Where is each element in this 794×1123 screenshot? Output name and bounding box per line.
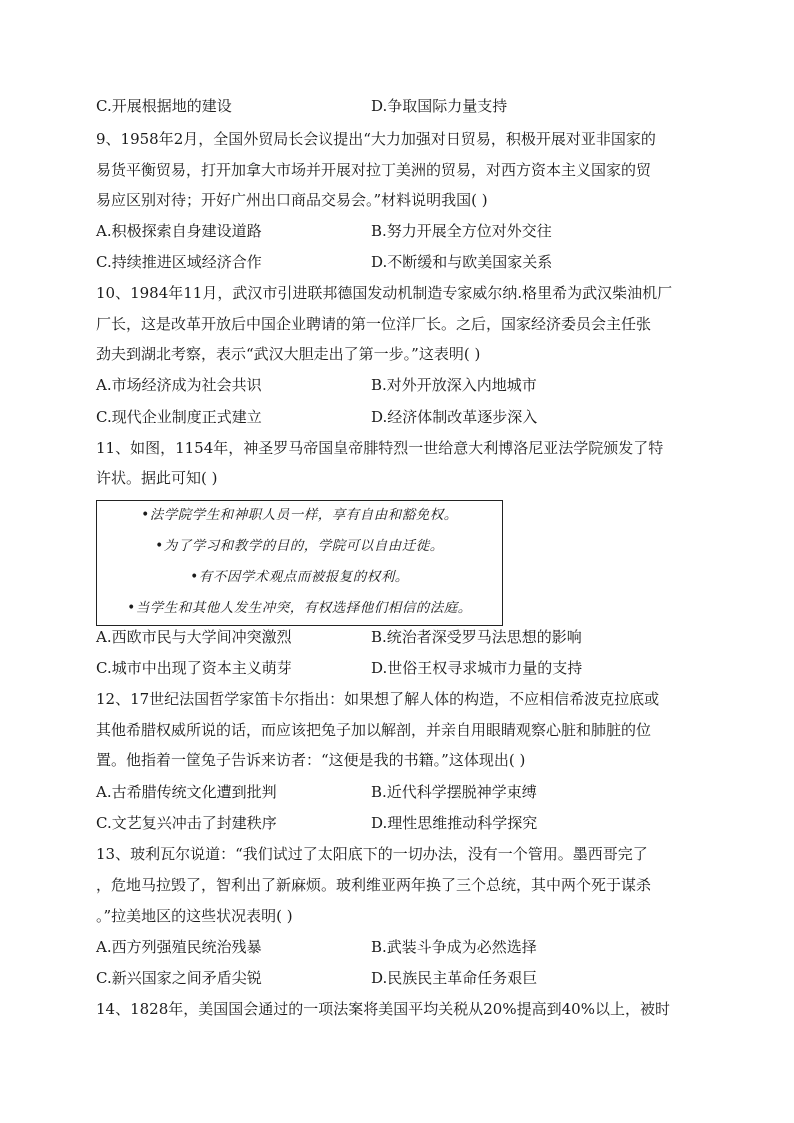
q13-stem-line-1: 13、玻利瓦尔说道：“我们试过了太阳底下的一切办法，没有一个管用。墨西哥完了 [96, 845, 648, 863]
q13-option-c: C.新兴国家之间矛盾尖锐 [96, 969, 262, 987]
q13-stem-line-3: 。”拉美地区的这些状况表明( ) [96, 907, 293, 925]
q9-option-b: B.努力开展全方位对外交往 [371, 222, 552, 240]
q12-option-c: C.文艺复兴冲击了封建秩序 [96, 814, 277, 832]
q9-stem-line-2: 易货平衡贸易，打开加拿大市场并开展对拉丁美洲的贸易，对西方资本主义国家的贸 [96, 161, 652, 179]
q8-option-d: D.争取国际力量支持 [371, 97, 508, 115]
q9-stem-line-1: 9、1958年2月，全国外贸局长会议提出“大力加强对日贸易，积极开展对亚非国家的 [96, 130, 656, 148]
q12-stem-line-2: 其他希腊权威所说的话，而应该把兔子加以解剖，并亲自用眼睛观察心脏和肺脏的位 [96, 721, 652, 739]
q9-option-a: A.积极探索自身建设道路 [96, 222, 262, 240]
q11-option-c: C.城市中出现了资本主义萌芽 [96, 659, 292, 677]
charter-item-3: •有不因学术观点而被报复的权利。 [190, 569, 409, 585]
q10-stem-line-3: 劲夫到湖北考察，表示“武汉大胆走出了第一步。”这表明( ) [96, 345, 481, 363]
q14-stem-line-1: 14、1828年，美国国会通过的一项法案将美国平均关税从20%提高到40%以上，被时 [96, 1000, 670, 1018]
q13-option-d: D.民族民主革命任务艰巨 [371, 969, 538, 987]
q10-option-c: C.现代企业制度正式建立 [96, 408, 262, 426]
q8-option-c: C.开展根据地的建设 [96, 97, 232, 115]
q13-stem-line-2: ，危地马拉毁了，智利出了新麻烦。玻利维亚两年换了三个总统，其中两个死于谋杀 [96, 876, 652, 894]
q12-stem-line-3: 置。他指着一筐兔子告诉来访者：“这便是我的书籍。”这体现出( ) [96, 751, 526, 769]
q13-option-a: A.西方列强殖民统治残暴 [96, 938, 262, 956]
q9-option-d: D.不断缓和与欧美国家关系 [371, 253, 553, 271]
q12-option-d: D.理性思维推动科学探究 [371, 814, 538, 832]
q13-option-b: B.武装斗争成为必然选择 [371, 938, 537, 956]
q10-option-b: B.对外开放深入内地城市 [371, 376, 537, 394]
q11-stem-line-2: 许状。据此可知( ) [96, 469, 218, 487]
q11-option-b: B.统治者深受罗马法思想的影响 [371, 628, 582, 646]
q10-option-a: A.市场经济成为社会共识 [96, 376, 262, 394]
q11-stem-line-1: 11、如图，1154年，神圣罗马帝国皇帝腓特烈一世给意大利博洛尼亚法学院颁发了特 [96, 439, 664, 457]
charter-item-1: •法学院学生和神职人员一样，享有自由和豁免权。 [141, 507, 458, 523]
q12-stem-line-1: 12、17世纪法国哲学家笛卡尔指出：如果想了解人体的构造，不应相信希波克拉底或 [96, 690, 660, 708]
q9-option-c: C.持续推进区域经济合作 [96, 253, 262, 271]
charter-item-2: •为了学习和教学的目的，学院可以自由迁徙。 [155, 538, 444, 554]
q10-option-d: D.经济体制改革逐步深入 [371, 408, 538, 426]
q11-option-d: D.世俗王权寻求城市力量的支持 [371, 659, 583, 677]
q12-option-b: B.近代科学摆脱神学束缚 [371, 783, 537, 801]
q12-option-a: A.古希腊传统文化遭到批判 [96, 783, 277, 801]
charter-item-4: •当学生和其他人发生冲突，有权选择他们相信的法庭。 [127, 600, 472, 616]
q10-stem-line-1: 10、1984年11月，武汉市引进联邦德国发动机制造专家威尔纳.格里希为武汉柴油机厂 [96, 284, 673, 302]
q11-option-a: A.西欧市民与大学间冲突激烈 [96, 628, 292, 646]
q10-stem-line-2: 厂长，这是改革开放后中国企业聘请的第一位洋厂长。之后，国家经济委员会主任张 [96, 315, 652, 333]
q9-stem-line-3: 易应区别对待；开好广州出口商品交易会。”材料说明我国( ) [96, 191, 488, 209]
charter-quote-box [96, 500, 503, 626]
